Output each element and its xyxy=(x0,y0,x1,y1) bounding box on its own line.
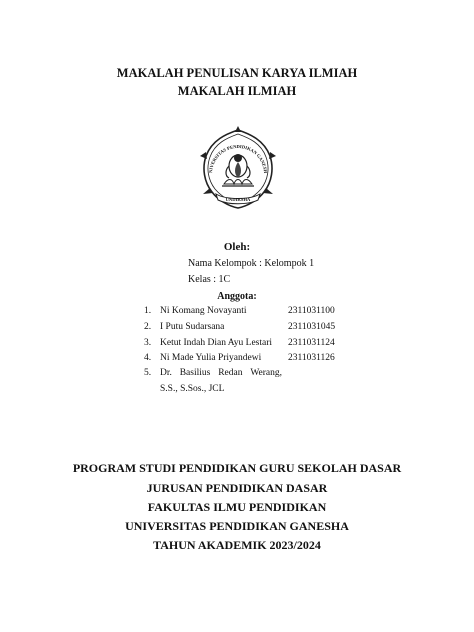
document-subtitle: MAKALAH ILMIAH xyxy=(177,84,297,98)
member-nim: 2311031124 xyxy=(288,338,335,348)
university-logo xyxy=(198,126,278,218)
name-word: Dr. xyxy=(160,368,172,378)
study-program: PROGRAM STUDI PENDIDIKAN GURU SEKOLAH DASAR xyxy=(72,461,402,475)
logo-bottom-text: UNDIKSHA xyxy=(225,197,251,202)
list-item xyxy=(0,338,474,354)
list-item xyxy=(0,368,474,384)
member-name: I Putu Sudarsana xyxy=(160,322,225,332)
list-item xyxy=(0,322,474,338)
group-name: Nama Kelompok : Kelompok 1 xyxy=(188,258,315,269)
member-number: 2. xyxy=(144,322,152,332)
university: UNIVERSITAS PENDIDIKAN GANESHA xyxy=(125,519,349,533)
faculty: FAKULTAS ILMU PENDIDIKAN xyxy=(147,500,327,514)
member-name-continuation: S.S., S.Sos., JCL xyxy=(160,384,225,394)
member-nim: 2311031100 xyxy=(288,306,335,316)
member-number: 1. xyxy=(144,306,152,316)
member-name: Ketut Indah Dian Ayu Lestari xyxy=(160,338,273,348)
document-title: MAKALAH PENULISAN KARYA ILMIAH xyxy=(116,66,358,80)
name-word: Redan xyxy=(218,368,243,378)
member-number: 5. xyxy=(144,368,152,378)
name-word: Werang, xyxy=(250,368,282,378)
member-name xyxy=(160,368,282,378)
academic-year: TAHUN AKADEMIK 2023/2024 xyxy=(153,538,321,552)
name-word: Basilius xyxy=(179,368,211,378)
logo-arc-text: NIVERSITAS PENDIDIKAN GANESH xyxy=(207,143,269,174)
members-label: Anggota: xyxy=(217,291,257,302)
member-number: 4. xyxy=(144,353,152,363)
author-label: Oleh: xyxy=(223,241,251,253)
member-nim: 2311031126 xyxy=(288,353,335,363)
list-item xyxy=(0,306,474,322)
member-name: Ni Komang Novayanti xyxy=(160,306,247,316)
member-number: 3. xyxy=(144,338,152,348)
list-item xyxy=(0,353,474,369)
member-nim: 2311031045 xyxy=(288,322,336,332)
department: JURUSAN PENDIDIKAN DASAR xyxy=(146,481,328,495)
member-name: Ni Made Yulia Priyandewi xyxy=(160,353,262,363)
class-name: Kelas : 1C xyxy=(188,274,231,285)
